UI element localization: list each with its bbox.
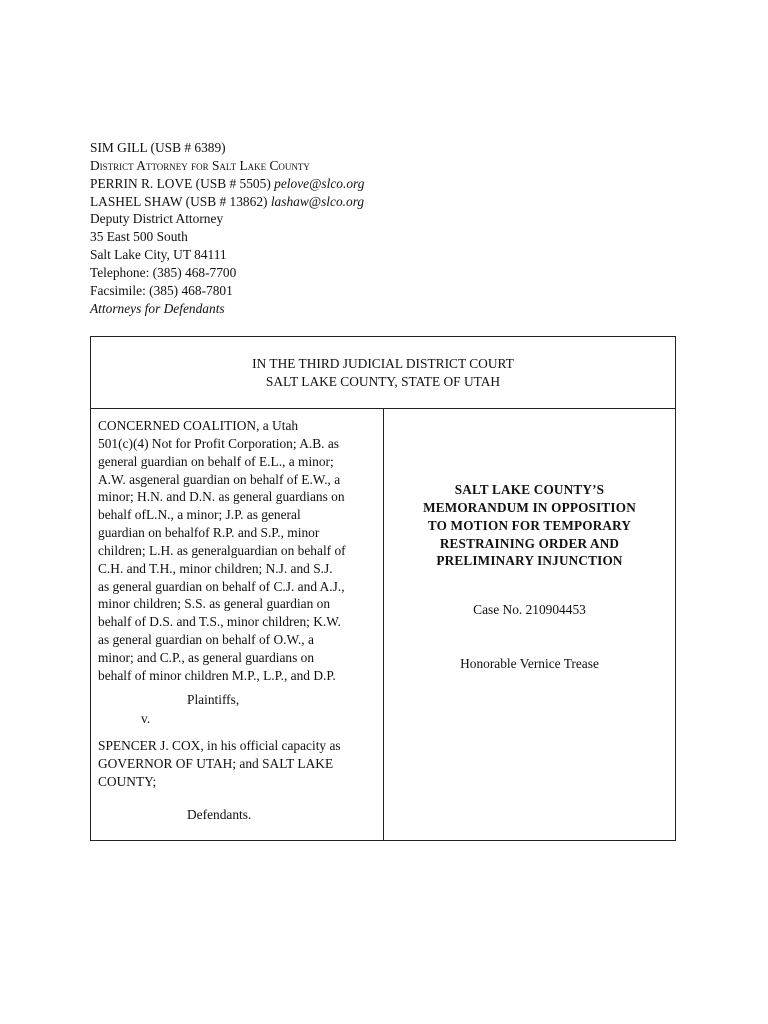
case-number: Case No. 210904453 — [473, 602, 586, 617]
case-caption-box — [90, 336, 676, 841]
judge-name: Honorable Vernice Trease — [460, 656, 599, 671]
defendant-line: COUNTY; — [98, 773, 157, 789]
attorney-name-shaw: LASHEL SHAW (USB # 13862) — [90, 193, 271, 209]
plaintiffs-label: Plaintiffs, — [187, 692, 240, 707]
plaintiffs-list — [98, 417, 380, 685]
plaintiff-line: CONCERNED COALITION, a Utah — [98, 418, 299, 433]
court-title-line-2: SALT LAKE COUNTY, STATE OF UTAH — [265, 374, 501, 389]
plaintiff-line: behalf of minor children M.P., L.P., and D.P. — [98, 667, 336, 683]
plaintiff-line: as general guardian on behalf of O.W., a — [98, 632, 314, 648]
document-info-cell — [384, 409, 675, 840]
plaintiff-line: as general guardian on behalf of C.J. and A.J., — [98, 578, 345, 594]
counsel-line-5: Deputy District Attorney — [90, 211, 224, 227]
plaintiff-line: minor; H.N. and D.N. as general guardians on — [98, 489, 345, 505]
counsel-line-6: 35 East 500 South — [90, 229, 188, 245]
counsel-line-3 — [90, 175, 364, 193]
document-title-line: PRELIMINARY INJUNCTION — [436, 553, 623, 569]
counsel-line-10: Attorneys for Defendants — [90, 300, 225, 316]
court-title — [91, 337, 675, 409]
plaintiff-line: general guardian on behalf of E.L., a minor; — [98, 453, 334, 469]
email-love: pelove@slco.org — [274, 175, 365, 191]
court-title-line-1: IN THE THIRD JUDICIAL DISTRICT COURT — [252, 356, 514, 371]
plaintiff-line: 501(c)(4) Not for Profit Corporation; A.B. as — [98, 435, 339, 451]
plaintiff-line: C.H. and T.H., minor children; N.J. and S.J. — [98, 560, 333, 576]
counsel-line-1: SIM GILL (USB # 6389) — [90, 140, 226, 155]
counsel-line-4 — [90, 193, 364, 211]
defendants-label: Defendants. — [187, 807, 252, 822]
defendant-line: GOVERNOR OF UTAH; and SALT LAKE — [98, 755, 334, 771]
versus-label: v. — [141, 711, 151, 726]
counsel-line-2: District Attorney for Salt Lake County — [90, 157, 310, 173]
plaintiff-line: minor; and C.P., as general guardians on — [98, 649, 315, 665]
counsel-block — [90, 139, 364, 317]
plaintiff-line: children; L.H. as generalguardian on behalf of — [98, 542, 346, 558]
document-title-line: TO MOTION FOR TEMPORARY — [427, 517, 632, 533]
document-title-line: SALT LAKE COUNTY’S — [454, 482, 605, 497]
counsel-line-8: Telephone: (385) 468-7700 — [90, 264, 237, 280]
document-title — [384, 481, 675, 570]
counsel-line-7: Salt Lake City, UT 84111 — [90, 247, 227, 263]
email-shaw: lashaw@slco.org — [270, 193, 365, 209]
plaintiff-line: guardian on behalfof R.P. and S.P., minor — [98, 525, 320, 541]
plaintiff-line: behalf ofL.N., a minor; J.P. as general — [98, 507, 301, 523]
defendants-list — [98, 737, 341, 791]
defendant-line: SPENCER J. COX, in his official capacity as — [98, 738, 341, 753]
document-title-line: MEMORANDUM IN OPPOSITION — [423, 499, 636, 515]
plaintiff-line: minor children; S.S. as general guardian on — [98, 596, 331, 612]
plaintiff-line: behalf of D.S. and T.S., minor children; K.W. — [98, 614, 341, 630]
attorney-name-love: PERRIN R. LOVE (USB # 5505) — [90, 175, 275, 191]
counsel-line-9: Facsimile: (385) 468-7801 — [90, 282, 233, 298]
parties-cell — [91, 409, 384, 840]
plaintiff-line: A.W. asgeneral guardian on behalf of E.W., a — [98, 471, 341, 487]
document-title-line: RESTRAINING ORDER AND — [439, 535, 620, 551]
